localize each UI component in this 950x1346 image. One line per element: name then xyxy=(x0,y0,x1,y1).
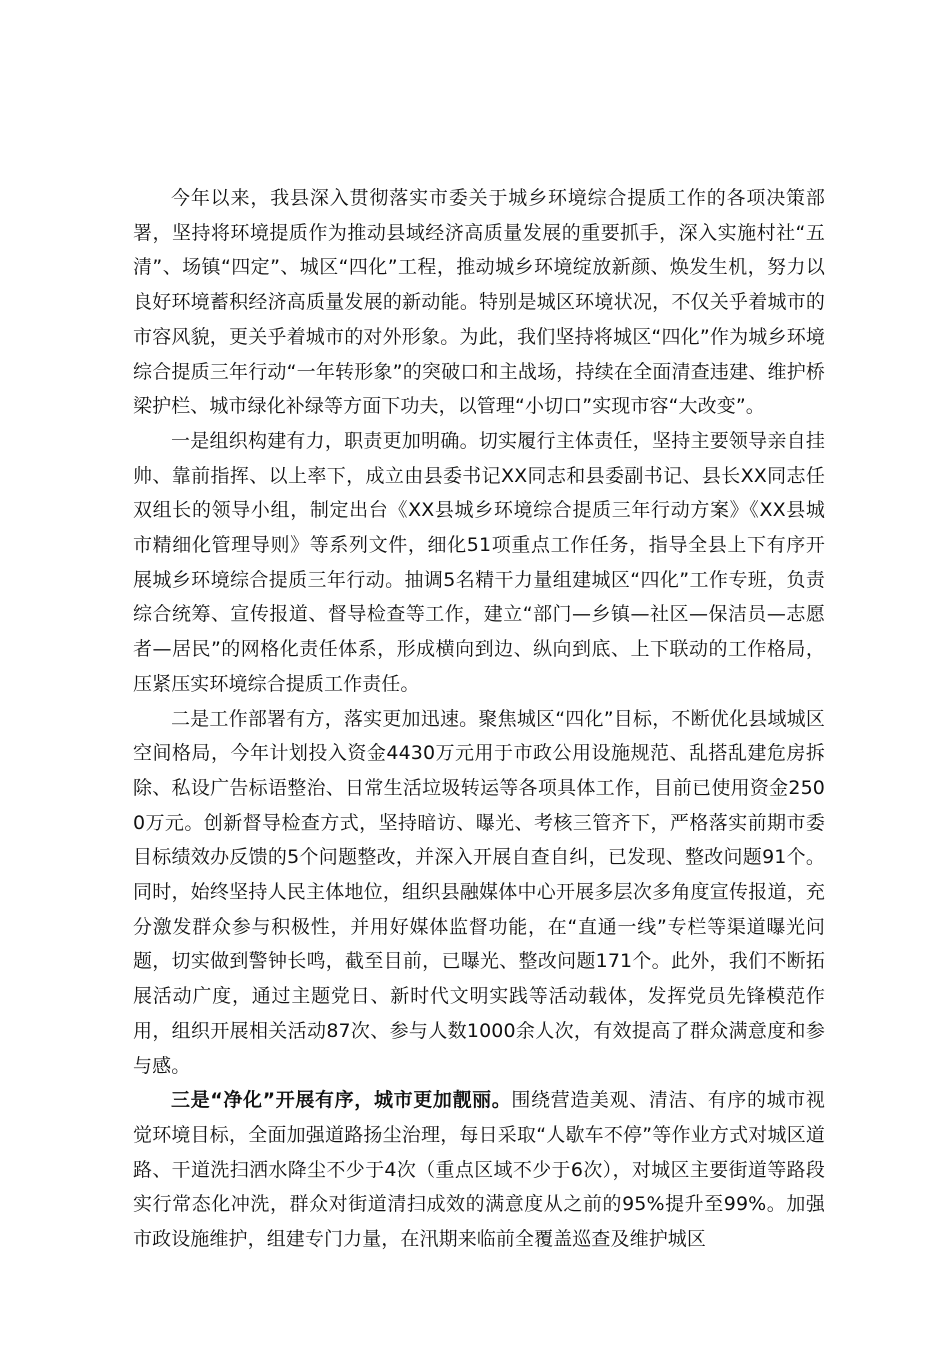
paragraph-text: 围绕营造美观、清洁、有序的城市视觉环境目标，全面加强道路扬尘治理，每日采取“人歇车不停”等作业方式对城区道路、干道洗扫洒水降尘不少于4次（重点区域不少于6次），对城区主要街道等路段实行常态化冲洗，群众对街道清扫成效的满意度从之前的95%提升至99%。加强市政设施维护，组建专门力量，在汛期来临前全覆盖巡查及维护城区 xyxy=(133,1089,825,1251)
paragraph-purification xyxy=(133,1083,825,1257)
paragraph-text: 聚焦城区“四化”目标，不断优化县域城区空间格局，今年计划投入资金4430万元用于市政公用设施规范、乱搭乱建危房拆除、私设广告标语整治、日常生活垃圾转运等各项具体工作，目前已使用资金2500万元。创新督导检查方式，坚持暗访、曝光、考核三管齐下，严格落实前期市委目标绩效办反馈的5个问题整改，并深入开展自查自纠，已发现、整改问题91个。同时，始终坚持人民主体地位，组织县融媒体中心开展多层次多角度宣传报道，充分激发群众参与积极性，并用好媒体监督功能，在“直通一线”专栏等渠道曝光问题，切实做到警钟长鸣，截至目前，已曝光、整改问题171个。此外，我们不断拓展活动广度，通过主题党日、新时代文明实践等活动载体，发挥党员先锋模范作用，组织开展相关活动87次、参与人数1000余人次，有效提高了群众满意度和参与感。 xyxy=(133,707,825,1077)
paragraph-deployment xyxy=(133,702,825,1084)
paragraph-text: 切实履行主体责任，坚持主要领导亲自挂帅、靠前指挥、以上率下，成立由县委书记XX同志和县委副书记、县长XX同志任双组长的领导小组，制定出台《XX县城乡环境综合提质三年行动方案》《XX县城市精细化管理导则》等系列文件，细化51项重点工作任务，指导全县上下有序开展城乡环境综合提质三年行动。抽调5名精干力量组建城区“四化”工作专班，负责综合统筹、宣传报道、督导检查等工作，建立“部门—乡镇—社区—保洁员—志愿者—居民”的网格化责任体系，形成横向到边、纵向到底、上下联动的工作格局，压紧压实环境综合提质工作责任。 xyxy=(133,429,825,695)
document-body xyxy=(133,181,825,1257)
paragraph-text: 今年以来，我县深入贯彻落实市委关于城乡环境综合提质工作的各项决策部署，坚持将环境提质作为推动县域经济高质量发展的重要抓手，深入实施村社“五清”、场镇“四定”、城区“四化”工程，推动城乡环境绽放新颜、焕发生机，努力以良好环境蓄积经济高质量发展的新动能。特别是城区环境状况，不仅关乎着城市的市容风貌，更关乎着城市的对外形象。为此，我们坚持将城区“四化”作为城乡环境综合提质三年行动“一年转形象”的突破口和主战场，持续在全面清查违建、维护桥梁护栏、城市绿化补绿等方面下功夫，以管理“小切口”实现市容“大改变”。 xyxy=(133,187,825,418)
paragraph-lead: 一是组织构建有力，职责更加明确。 xyxy=(171,429,479,452)
paragraph-organization xyxy=(133,424,825,702)
paragraph-lead: 三是“净化”开展有序，城市更加靓丽。 xyxy=(171,1089,512,1112)
paragraph-lead: 二是工作部署有方，落实更加迅速。 xyxy=(171,707,479,730)
paragraph-intro xyxy=(133,181,825,424)
